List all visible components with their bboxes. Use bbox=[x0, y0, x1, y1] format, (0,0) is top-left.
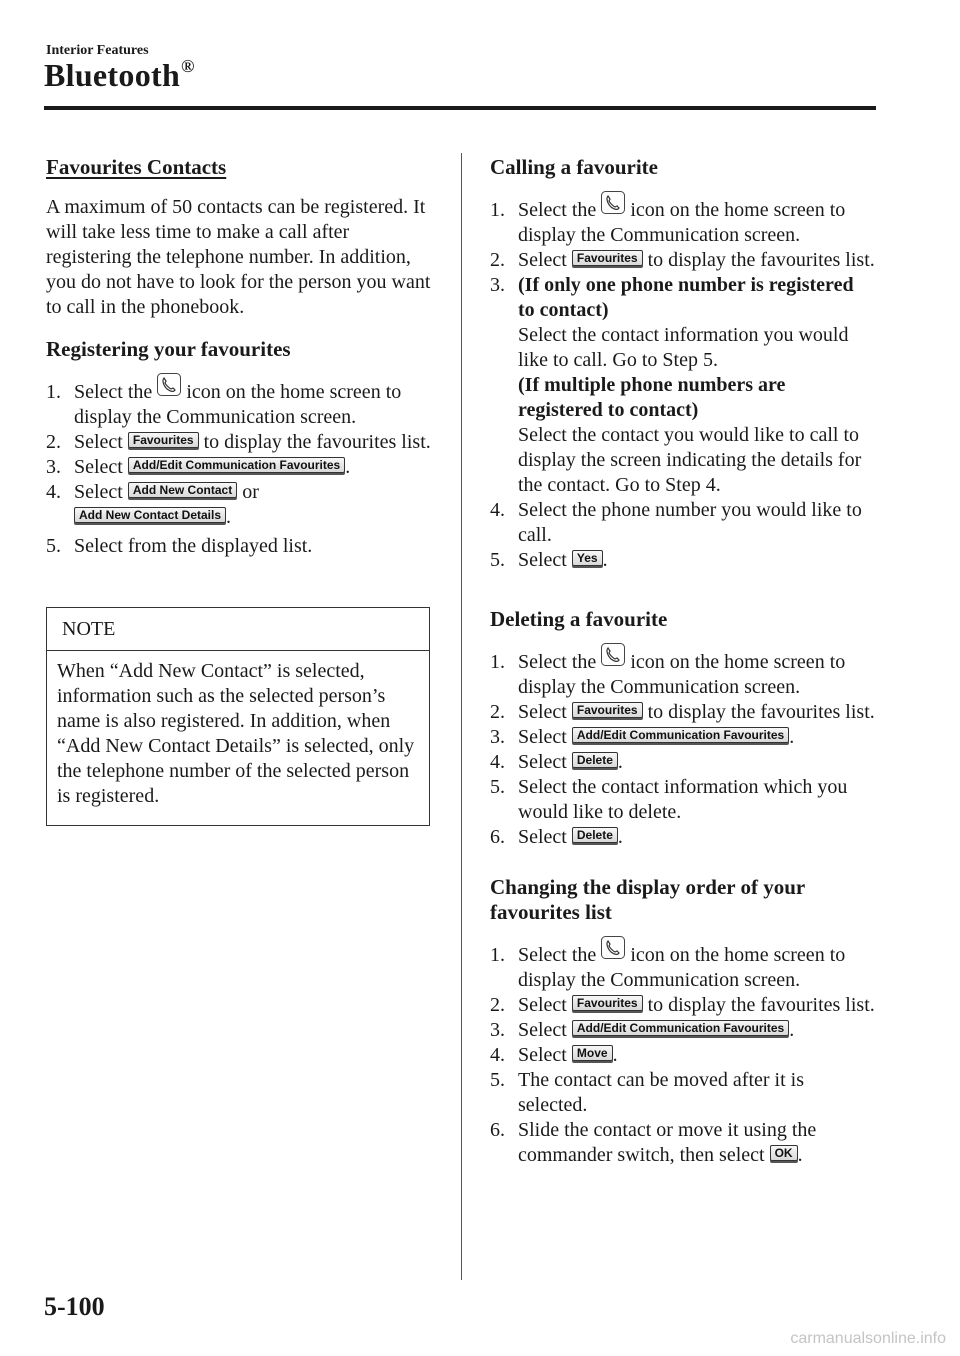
step-text: Select the bbox=[518, 199, 597, 221]
condition-label: (If only one phone number is registered to contact) bbox=[518, 274, 854, 321]
add-edit-favourites-button: Add/Edit Communication Favourites bbox=[572, 1020, 789, 1036]
list-item bbox=[46, 455, 434, 480]
step-text: . bbox=[602, 549, 608, 571]
sub-heading-calling: Calling a favourite bbox=[490, 155, 658, 179]
step-text: Select bbox=[518, 726, 567, 748]
step-number: 5. bbox=[490, 549, 505, 571]
list-item bbox=[490, 936, 875, 993]
phone-handset-icon bbox=[601, 643, 625, 666]
step-text: . bbox=[612, 1044, 618, 1066]
step-number: 3. bbox=[490, 726, 505, 748]
registered-mark: ® bbox=[181, 56, 195, 76]
step-text: to display the favourites list. bbox=[203, 431, 431, 453]
column-divider bbox=[461, 153, 462, 1280]
step-text: Select the bbox=[518, 651, 597, 673]
step-number: 4. bbox=[46, 481, 61, 503]
calling-steps bbox=[490, 191, 875, 573]
step-number: 4. bbox=[490, 499, 505, 521]
list-item bbox=[490, 1068, 875, 1118]
step-number: 1. bbox=[490, 199, 505, 221]
sub-heading-ordering: Changing the display order of your favourites list bbox=[490, 875, 805, 924]
list-item bbox=[490, 498, 875, 548]
step-text: icon on the home screen to display the Communication screen. bbox=[518, 944, 846, 991]
deleting-steps bbox=[490, 643, 875, 850]
favourites-button: Favourites bbox=[572, 702, 643, 718]
list-item bbox=[490, 273, 875, 498]
add-new-contact-details-button: Add New Contact Details bbox=[74, 507, 226, 523]
list-item bbox=[46, 480, 434, 530]
phone-handset-icon bbox=[157, 373, 181, 396]
step-number: 5. bbox=[490, 1069, 505, 1091]
phone-handset-icon bbox=[601, 936, 625, 959]
step-text: Select the bbox=[74, 381, 153, 403]
list-item bbox=[490, 750, 875, 775]
step-number: 2. bbox=[46, 431, 61, 453]
step-text: Select bbox=[74, 431, 123, 453]
step-number: 2. bbox=[490, 701, 505, 723]
add-new-contact-button: Add New Contact bbox=[128, 482, 237, 498]
step-number: 3. bbox=[490, 1019, 505, 1041]
ok-button: OK bbox=[770, 1145, 798, 1161]
step-text: Select the contact information which you would like to delete. bbox=[518, 776, 848, 823]
step-text: . bbox=[789, 726, 795, 748]
spacer bbox=[490, 573, 875, 607]
ordering-steps bbox=[490, 936, 875, 1168]
yes-button: Yes bbox=[572, 550, 603, 566]
step-text: Select bbox=[518, 1044, 567, 1066]
step-text: to display the favourites list. bbox=[647, 249, 875, 271]
list-item bbox=[490, 1043, 875, 1068]
list-item bbox=[46, 534, 434, 559]
header-rule bbox=[44, 106, 876, 110]
list-item bbox=[490, 548, 875, 573]
step-text: . bbox=[789, 1019, 795, 1041]
step-text: Select bbox=[518, 1019, 567, 1041]
sub-heading-deleting: Deleting a favourite bbox=[490, 607, 668, 631]
step-text: Select bbox=[74, 481, 123, 503]
step-number: 3. bbox=[46, 456, 61, 478]
favourites-button: Favourites bbox=[572, 250, 643, 266]
page-number: 5-100 bbox=[44, 1292, 105, 1321]
favourites-button: Favourites bbox=[128, 432, 199, 448]
step-text: Slide the contact or move it using the commander switch, then select bbox=[518, 1119, 817, 1166]
step-number: 6. bbox=[490, 826, 505, 848]
intro-paragraph: A maximum of 50 contacts can be registered. It will take less time to make a call after registering the telephone number. In addition, you do not have to look for the person you want to call in the phonebook. bbox=[46, 196, 431, 318]
spacer bbox=[490, 850, 875, 875]
list-item bbox=[46, 430, 434, 455]
step-text: Select bbox=[518, 826, 567, 848]
step-number: 4. bbox=[490, 1044, 505, 1066]
section-heading-text: Favourites Contacts bbox=[46, 155, 227, 179]
step-text: . bbox=[797, 1144, 803, 1166]
list-item bbox=[490, 993, 875, 1018]
left-column bbox=[46, 155, 434, 559]
section-label: Interior Features bbox=[46, 43, 149, 58]
step-text: Select the bbox=[518, 944, 597, 966]
sub-heading-registering: Registering your favourites bbox=[46, 337, 291, 361]
step-text: to display the favourites list. bbox=[647, 701, 875, 723]
favourites-button: Favourites bbox=[572, 995, 643, 1011]
step-number: 1. bbox=[46, 381, 61, 403]
step-text: . bbox=[617, 826, 623, 848]
step-text: Select the contact information you would like to call. Go to Step 5. bbox=[518, 324, 849, 371]
step-text: icon on the home screen to display the Communication screen. bbox=[518, 199, 846, 246]
step-text: . bbox=[345, 456, 351, 478]
list-item bbox=[490, 248, 875, 273]
list-item bbox=[490, 191, 875, 248]
step-number: 4. bbox=[490, 751, 505, 773]
step-text: Select bbox=[518, 249, 567, 271]
list-item bbox=[490, 825, 875, 850]
list-item bbox=[490, 1018, 875, 1043]
step-text: . bbox=[226, 506, 232, 528]
registering-steps bbox=[46, 373, 434, 559]
step-number: 5. bbox=[46, 535, 61, 557]
step-number: 2. bbox=[490, 994, 505, 1016]
add-edit-favourites-button: Add/Edit Communication Favourites bbox=[572, 727, 789, 743]
step-text: . bbox=[617, 751, 623, 773]
step-text: Select bbox=[74, 456, 123, 478]
list-item bbox=[490, 643, 875, 700]
step-text: Select the phone number you would like to call. bbox=[518, 499, 862, 546]
step-number: 1. bbox=[490, 651, 505, 673]
note-body: When “Add New Contact” is selected, information such as the selected person’s name is also registered. In addition, when “Add New Contact Details” is selected, only the telephone number of the selected person is registered. bbox=[57, 660, 415, 807]
list-item bbox=[490, 725, 875, 750]
step-text: to display the favourites list. bbox=[647, 994, 875, 1016]
right-column bbox=[490, 155, 875, 1168]
add-edit-favourites-button: Add/Edit Communication Favourites bbox=[128, 457, 345, 473]
step-number: 2. bbox=[490, 249, 505, 271]
step-number: 5. bbox=[490, 776, 505, 798]
chapter-title bbox=[44, 56, 195, 94]
list-item bbox=[490, 700, 875, 725]
step-text: or bbox=[242, 481, 259, 503]
list-item bbox=[490, 1118, 875, 1168]
step-text: Select from the displayed list. bbox=[74, 535, 313, 557]
move-button: Move bbox=[572, 1045, 613, 1061]
watermark: carmanualsonline.info bbox=[790, 1330, 946, 1347]
phone-handset-icon bbox=[601, 191, 625, 214]
delete-button: Delete bbox=[572, 752, 618, 768]
step-text: The contact can be moved after it is selected. bbox=[518, 1069, 804, 1116]
step-number: 1. bbox=[490, 944, 505, 966]
step-number: 6. bbox=[490, 1119, 505, 1141]
section-heading bbox=[46, 155, 434, 180]
step-text: Select bbox=[518, 701, 567, 723]
step-text: Select bbox=[518, 994, 567, 1016]
condition-label: (If multiple phone numbers are registered to contact) bbox=[518, 374, 786, 421]
step-text: Select the contact you would like to call to display the screen indicating the details for the contact. Go to Step 4. bbox=[518, 424, 862, 496]
step-text: Select bbox=[518, 549, 567, 571]
list-item bbox=[490, 775, 875, 825]
step-text: Select bbox=[518, 751, 567, 773]
note-box bbox=[46, 607, 430, 826]
delete-button: Delete bbox=[572, 827, 618, 843]
list-item bbox=[46, 373, 434, 430]
chapter-title-text: Bluetooth bbox=[44, 57, 181, 93]
step-text: icon on the home screen to display the Communication screen. bbox=[74, 381, 402, 428]
step-number: 3. bbox=[490, 274, 505, 296]
step-text: icon on the home screen to display the Communication screen. bbox=[518, 651, 846, 698]
note-title: NOTE bbox=[47, 608, 429, 651]
